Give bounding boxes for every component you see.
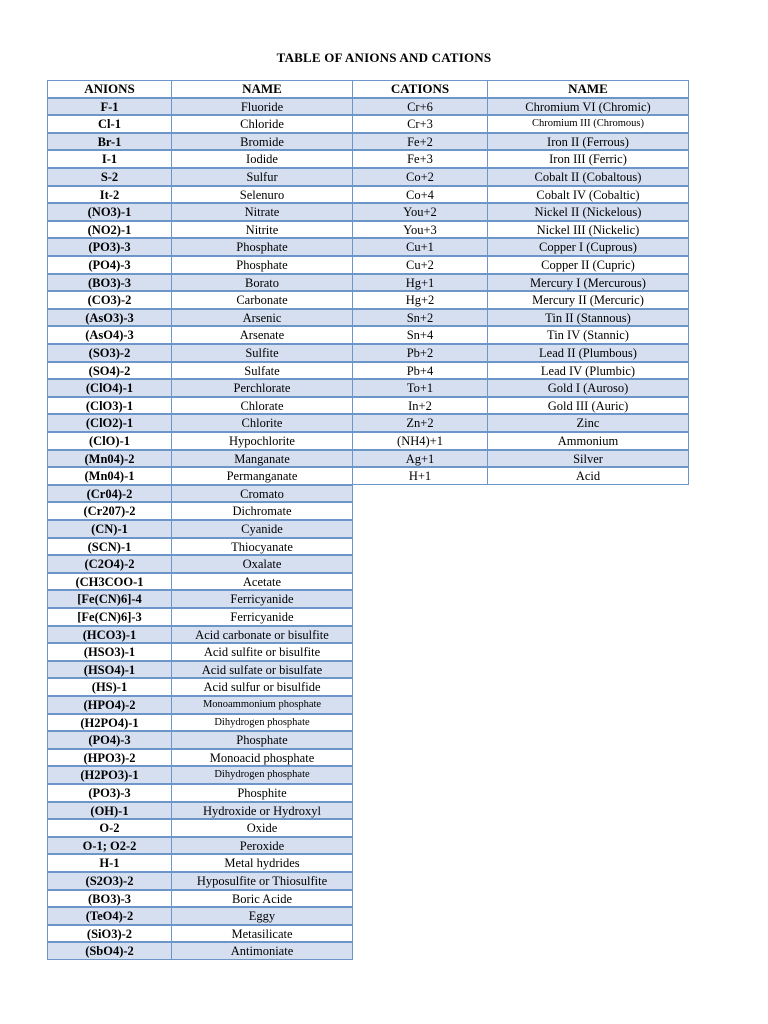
- anion-formula: It-2: [47, 186, 172, 204]
- cation-name: Cobalt IV (Cobaltic): [487, 186, 689, 204]
- anion-formula: (PO4)-3: [47, 731, 172, 749]
- cation-formula: Fe+2: [352, 133, 488, 151]
- cations-header: CATIONS: [352, 80, 488, 98]
- anion-name: Oxalate: [171, 555, 353, 573]
- anion-name: Oxide: [171, 819, 353, 837]
- anion-formula: (S2O3)-2: [47, 872, 172, 890]
- anion-name: Ferricyanide: [171, 608, 353, 626]
- anion-name: Metal hydrides: [171, 854, 353, 872]
- anion-formula: (Cr04)-2: [47, 485, 172, 503]
- cation-formula: Fe+3: [352, 150, 488, 168]
- cation-formula: Sn+2: [352, 309, 488, 327]
- anion-formula: I-1: [47, 150, 172, 168]
- anion-formula: (SO4)-2: [47, 362, 172, 380]
- cation-name: Tin IV (Stannic): [487, 326, 689, 344]
- cation-formula: Cu+1: [352, 238, 488, 256]
- anion-formula: (H2PO4)-1: [47, 714, 172, 732]
- anion-name: Peroxide: [171, 837, 353, 855]
- cation-name: Copper I (Cuprous): [487, 238, 689, 256]
- anion-name: Selenuro: [171, 186, 353, 204]
- anion-formula: (OH)-1: [47, 802, 172, 820]
- anion-name: Monoacid phosphate: [171, 749, 353, 767]
- cation-name: Zinc: [487, 414, 689, 432]
- cation-name: Cobalt II (Cobaltous): [487, 168, 689, 186]
- anion-formula: (BO3)-3: [47, 890, 172, 908]
- anion-formula: (SCN)-1: [47, 538, 172, 556]
- anion-formula: (CN)-1: [47, 520, 172, 538]
- anion-name: Acid sulfate or bisulfate: [171, 661, 353, 679]
- anion-name: Phosphate: [171, 731, 353, 749]
- anion-name: Hypochlorite: [171, 432, 353, 450]
- anion-name: Nitrite: [171, 221, 353, 239]
- anion-name: Phosphite: [171, 784, 353, 802]
- anion-name: Monoammonium phosphate: [171, 696, 353, 714]
- anion-formula: S-2: [47, 168, 172, 186]
- anion-name: Bromide: [171, 133, 353, 151]
- anion-name: Cyanide: [171, 520, 353, 538]
- anion-formula: (HPO4)-2: [47, 696, 172, 714]
- anion-name: Thiocyanate: [171, 538, 353, 556]
- anion-formula: (ClO3)-1: [47, 397, 172, 415]
- anion-formula: (CO3)-2: [47, 291, 172, 309]
- cation-name: Chromium III (Chromous): [487, 115, 689, 133]
- anion-name: Phosphate: [171, 238, 353, 256]
- cation-formula: Pb+2: [352, 344, 488, 362]
- anion-formula: (SiO3)-2: [47, 925, 172, 943]
- cation-formula: (NH4)+1: [352, 432, 488, 450]
- anion-name: Boric Acide: [171, 890, 353, 908]
- anion-formula: (ClO)-1: [47, 432, 172, 450]
- anion-formula: (Cr207)-2: [47, 502, 172, 520]
- anion-formula: (TeO4)-2: [47, 907, 172, 925]
- cation-formula: Cr+3: [352, 115, 488, 133]
- anion-name: Dihydrogen phosphate: [171, 766, 353, 784]
- anion-name: Arsenate: [171, 326, 353, 344]
- anion-name: Chloride: [171, 115, 353, 133]
- anion-formula: (CH3COO-1: [47, 573, 172, 591]
- anion-formula: (HSO3)-1: [47, 643, 172, 661]
- anion-name: Phosphate: [171, 256, 353, 274]
- cation-formula: To+1: [352, 379, 488, 397]
- cation-formula: Co+4: [352, 186, 488, 204]
- anion-formula: (NO2)-1: [47, 221, 172, 239]
- cation-formula: You+3: [352, 221, 488, 239]
- anion-name: Permanganate: [171, 467, 353, 485]
- cation-formula: Co+2: [352, 168, 488, 186]
- cation-name: Gold I (Auroso): [487, 379, 689, 397]
- anion-name: Ferricyanide: [171, 590, 353, 608]
- cation-name: Iron II (Ferrous): [487, 133, 689, 151]
- anion-formula: Br-1: [47, 133, 172, 151]
- cation-name: Iron III (Ferric): [487, 150, 689, 168]
- anion-name: Cromato: [171, 485, 353, 503]
- anion-name: Acetate: [171, 573, 353, 591]
- anion-name: Acid sulfur or bisulfide: [171, 678, 353, 696]
- cation-name-header: NAME: [487, 80, 689, 98]
- anion-formula: (HS)-1: [47, 678, 172, 696]
- anion-name: Fluoride: [171, 98, 353, 116]
- anion-formula: (C2O4)-2: [47, 555, 172, 573]
- anion-name: Iodide: [171, 150, 353, 168]
- anion-formula: (H2PO3)-1: [47, 766, 172, 784]
- anion-formula: [Fe(CN)6]-3: [47, 608, 172, 626]
- anion-formula: (HCO3)-1: [47, 626, 172, 644]
- anion-formula: (HPO3)-2: [47, 749, 172, 767]
- anion-formula: (BO3)-3: [47, 274, 172, 292]
- cation-name: Nickel II (Nickelous): [487, 203, 689, 221]
- cation-formula: In+2: [352, 397, 488, 415]
- cation-formula: Hg+1: [352, 274, 488, 292]
- anion-formula: (SO3)-2: [47, 344, 172, 362]
- cation-name: Silver: [487, 450, 689, 468]
- anion-formula: (NO3)-1: [47, 203, 172, 221]
- cation-name: Mercury II (Mercuric): [487, 291, 689, 309]
- anion-name: Carbonate: [171, 291, 353, 309]
- page-title: TABLE OF ANIONS AND CATIONS: [276, 50, 492, 65]
- cation-name: Mercury I (Mercurous): [487, 274, 689, 292]
- cation-name: Acid: [487, 467, 689, 485]
- cation-name: Lead IV (Plumbic): [487, 362, 689, 380]
- anion-formula: Cl-1: [47, 115, 172, 133]
- anion-name: Arsenic: [171, 309, 353, 327]
- anion-formula: (AsO3)-3: [47, 309, 172, 327]
- anion-name: Dichromate: [171, 502, 353, 520]
- cation-name: Nickel III (Nickelic): [487, 221, 689, 239]
- anion-name: Chlorite: [171, 414, 353, 432]
- anion-name: Antimoniate: [171, 942, 353, 960]
- anion-name: Manganate: [171, 450, 353, 468]
- cation-formula: Sn+4: [352, 326, 488, 344]
- cation-name: Ammonium: [487, 432, 689, 450]
- anion-name: Dihydrogen phosphate: [171, 714, 353, 732]
- cation-name: Tin II (Stannous): [487, 309, 689, 327]
- cation-formula: Pb+4: [352, 362, 488, 380]
- anion-name: Sulfite: [171, 344, 353, 362]
- anion-formula: (SbO4)-2: [47, 942, 172, 960]
- anions-header: ANIONS: [47, 80, 172, 98]
- cation-formula: You+2: [352, 203, 488, 221]
- anion-name: Sulfate: [171, 362, 353, 380]
- cation-name: Lead II (Plumbous): [487, 344, 689, 362]
- anion-name: Eggy: [171, 907, 353, 925]
- cation-formula: Cr+6: [352, 98, 488, 116]
- cation-formula: Ag+1: [352, 450, 488, 468]
- anion-formula: [Fe(CN)6]-4: [47, 590, 172, 608]
- anion-formula: O-2: [47, 819, 172, 837]
- anion-formula: (AsO4)-3: [47, 326, 172, 344]
- anion-formula: (HSO4)-1: [47, 661, 172, 679]
- cation-formula: Hg+2: [352, 291, 488, 309]
- anion-name: Chlorate: [171, 397, 353, 415]
- anion-name: Sulfur: [171, 168, 353, 186]
- anion-name: Nitrate: [171, 203, 353, 221]
- anion-name: Hyposulfite or Thiosulfite: [171, 872, 353, 890]
- anion-name: Metasilicate: [171, 925, 353, 943]
- anion-name: Acid carbonate or bisulfite: [171, 626, 353, 644]
- anion-formula: (Mn04)-2: [47, 450, 172, 468]
- anion-name: Borato: [171, 274, 353, 292]
- anion-name: Acid sulfite or bisulfite: [171, 643, 353, 661]
- cation-formula: H+1: [352, 467, 488, 485]
- anion-formula: (PO3)-3: [47, 784, 172, 802]
- cation-name: Gold III (Auric): [487, 397, 689, 415]
- anion-formula: (ClO4)-1: [47, 379, 172, 397]
- anion-formula: O-1; O2-2: [47, 837, 172, 855]
- cation-name: Copper II (Cupric): [487, 256, 689, 274]
- anion-name-header: NAME: [171, 80, 353, 98]
- anion-formula: H-1: [47, 854, 172, 872]
- anion-name: Perchlorate: [171, 379, 353, 397]
- cation-formula: Zn+2: [352, 414, 488, 432]
- cation-name: Chromium VI (Chromic): [487, 98, 689, 116]
- anion-formula: (PO4)-3: [47, 256, 172, 274]
- anion-formula: (PO3)-3: [47, 238, 172, 256]
- anion-formula: F-1: [47, 98, 172, 116]
- anion-formula: (Mn04)-1: [47, 467, 172, 485]
- anion-name: Hydroxide or Hydroxyl: [171, 802, 353, 820]
- cation-formula: Cu+2: [352, 256, 488, 274]
- anion-formula: (ClO2)-1: [47, 414, 172, 432]
